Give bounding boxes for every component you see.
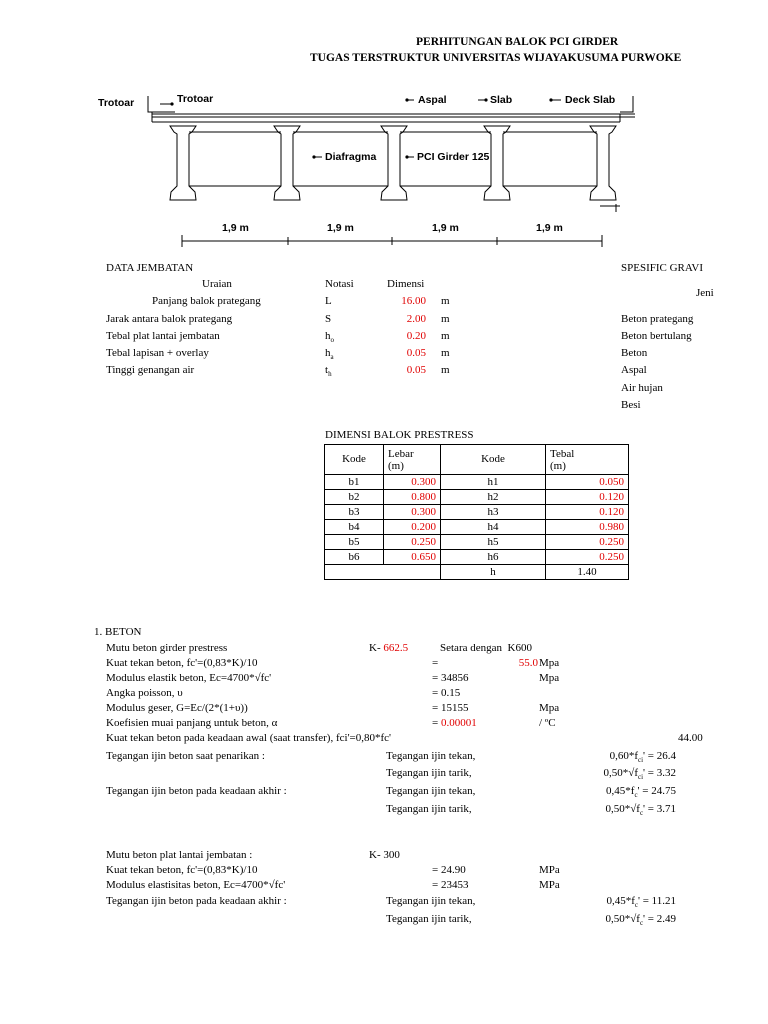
row-uraian: Panjang balok prategang: [152, 295, 261, 307]
beton-heading: 1. BETON: [94, 626, 142, 638]
table-row: [325, 520, 629, 535]
row-uraian: Tebal lapisan + overlay: [106, 347, 209, 359]
row-notasi: $h_a$: [325, 347, 334, 362]
beton-pen-tarik-value: $0,50*√f_{ci}' = 3.32$: [603, 767, 676, 782]
beton-penarikan-label: Tegangan ijin beton saat penarikan :: [106, 750, 265, 762]
beton-akhir-label: Tegangan ijin beton pada keadaan akhir :: [106, 785, 287, 797]
cell-kode2: h5: [441, 535, 546, 550]
cell-lebar: 0.800: [384, 490, 441, 505]
label-pci-girder: PCI Girder 125: [417, 151, 490, 163]
cell-tebal: 0.250: [546, 535, 629, 550]
cell-tebal: 0.120: [546, 490, 629, 505]
cell-kode: b5: [325, 535, 384, 550]
beton-alpha-label: Koefisien muai panjang untuk beton, α: [106, 717, 278, 729]
head-tebal: Tebal (m): [546, 445, 629, 475]
bridge-cross-section: [0, 0, 768, 260]
beton-fc-value: 55.0: [518, 657, 538, 669]
cell-lebar: 0.300: [384, 505, 441, 520]
beton-pen-tekan-value: $0,60*f_{ci}' = 26.4$: [609, 750, 676, 765]
span-label: 1,9 m: [536, 222, 563, 234]
span-label: 1,9 m: [432, 222, 459, 234]
beton-fc-eq: =: [432, 657, 439, 669]
row-value: 0.05: [406, 364, 426, 376]
dimensi-heading: DIMENSI BALOK PRESTRESS: [325, 429, 474, 441]
cell-total-label: h: [441, 565, 546, 580]
beton-poisson-value: = 0.15: [432, 687, 461, 699]
beton-g-unit: Mpa: [539, 702, 560, 714]
beton-akh-tekan-value: $0,45*f_c' = 24.75$: [606, 785, 676, 800]
row-notasi: S: [325, 313, 332, 325]
spesific-jeni: Jeni: [696, 287, 714, 299]
cell-lebar: 0.250: [384, 535, 441, 550]
cell-kode: b2: [325, 490, 384, 505]
beton-g-value: = 15155: [432, 702, 469, 714]
page-subtitle: TUGAS TERSTRUKTUR UNIVERSITAS WIJAYAKUSUMA PURWOKE: [310, 52, 682, 64]
plat-fc-unit: MPa: [539, 864, 560, 876]
row-unit: m: [441, 330, 450, 342]
plat-tekan-label: Tegangan ijin tekan,: [386, 895, 476, 907]
spesific-item: Beton: [621, 347, 648, 359]
cell-kode: b3: [325, 505, 384, 520]
cell-kode: b6: [325, 550, 384, 565]
row-uraian: Tebal plat lantai jembatan: [106, 330, 220, 342]
spesific-item: Aspal: [621, 364, 647, 376]
data-jembatan-heading: DATA JEMBATAN: [106, 262, 194, 274]
beton-setara: Setara dengan K600: [440, 642, 532, 654]
spesific-item: Beton prategang: [621, 313, 694, 325]
cell-lebar: 0.200: [384, 520, 441, 535]
beton-pen-tekan-label: Tegangan ijin tekan,: [386, 750, 476, 762]
plat-mutu-label: Mutu beton plat lantai jembatan :: [106, 849, 253, 861]
span-label: 1,9 m: [222, 222, 249, 234]
beton-mutu-k: K- 662.5: [369, 642, 409, 654]
col-notasi: Notasi: [325, 278, 354, 290]
cell-kode2: h1: [441, 475, 546, 490]
col-uraian: Uraian: [202, 278, 232, 290]
beton-fc-label: Kuat tekan beton, fc'=(0,83*K)/10: [106, 657, 258, 669]
beton-fc-unit: Mpa: [539, 657, 560, 669]
head-lebar: Lebar (m): [384, 445, 441, 475]
beton-alpha-unit: / ºC: [539, 717, 556, 729]
row-value: 2.00: [406, 313, 426, 325]
plat-fc-value: = 24.90: [432, 864, 466, 876]
cell-kode: b1: [325, 475, 384, 490]
beton-poisson-label: Angka poisson, υ: [106, 687, 183, 699]
cell-tebal: 0.250: [546, 550, 629, 565]
label-diafragma: Diafragma: [325, 151, 377, 163]
row-uraian: Jarak antara balok prategang: [106, 313, 233, 325]
row-uraian: Tinggi genangan air: [106, 364, 195, 376]
cell-tebal: 0.980: [546, 520, 629, 535]
label-aspal: Aspal: [418, 94, 447, 106]
cell-kode2: h2: [441, 490, 546, 505]
beton-g-label: Modulus geser, G=Ec/(2*(1+υ)): [106, 702, 248, 714]
beton-akh-tarik-value: $0,50*√f_c' = 3.71$: [605, 803, 676, 818]
table-row: [325, 475, 629, 490]
row-value: 16.00: [401, 295, 426, 307]
cell-lebar: 0.300: [384, 475, 441, 490]
cell-tebal: 0.120: [546, 505, 629, 520]
table-row: [325, 535, 629, 550]
beton-fci-value: 44.00: [678, 732, 703, 744]
cell-kode2: h4: [441, 520, 546, 535]
head-kode2: Kode: [441, 445, 546, 475]
row-unit: m: [441, 295, 450, 307]
plat-ec-label: Modulus elastisitas beton, Ec=4700*√fc': [106, 879, 286, 891]
beton-ec-label: Modulus elastik beton, Ec=4700*√fc': [106, 672, 272, 684]
label-trotoar-left: Trotoar: [98, 97, 135, 109]
plat-ec-value: = 23453: [432, 879, 469, 891]
head-kode: Kode: [325, 445, 384, 475]
cell-lebar: 0.650: [384, 550, 441, 565]
beton-ec-value: = 34856: [432, 672, 469, 684]
cell-total-value: 1.40: [546, 565, 629, 580]
beton-ec-unit: Mpa: [539, 672, 560, 684]
spesific-item: Beton bertulang: [621, 330, 692, 342]
label-trotoar: Trotoar: [177, 93, 214, 105]
beton-alpha-value: = 0.00001: [432, 717, 477, 729]
beton-pen-tarik-label: Tegangan ijin tarik,: [386, 767, 472, 779]
label-deck-slab: Deck Slab: [565, 94, 616, 106]
row-notasi: $h_o$: [325, 330, 334, 345]
spesific-item: Besi: [621, 399, 641, 411]
row-unit: m: [441, 347, 450, 359]
label-slab: Slab: [490, 94, 513, 106]
cell-kode2: h3: [441, 505, 546, 520]
row-value: 0.20: [406, 330, 426, 342]
beton-akh-tekan-label: Tegangan ijin tekan,: [386, 785, 476, 797]
table-total-row: [325, 565, 629, 580]
plat-mutu-k: K- 300: [369, 849, 400, 861]
beton-akh-tarik-label: Tegangan ijin tarik,: [386, 803, 472, 815]
table-row: [325, 505, 629, 520]
cell-kode: b4: [325, 520, 384, 535]
col-dimensi: Dimensi: [387, 278, 425, 290]
table-row: [325, 550, 629, 565]
beton-mutu-label: Mutu beton girder prestress: [106, 642, 228, 654]
row-notasi: $t_h$: [325, 364, 332, 379]
plat-ec-unit: MPa: [539, 879, 560, 891]
page-title: PERHITUNGAN BALOK PCI GIRDER: [416, 36, 619, 48]
row-notasi: L: [325, 295, 332, 307]
spesific-heading: SPESIFIC GRAVI: [621, 262, 704, 274]
dimensi-table: [324, 444, 629, 580]
cell-tebal: 0.050: [546, 475, 629, 490]
table-row: [325, 490, 629, 505]
beton-fci-label: Kuat tekan beton pada keadaan awal (saat transfer), fci'=0,80*fc': [106, 732, 392, 744]
spesific-item: Air hujan: [621, 382, 663, 394]
row-unit: m: [441, 313, 450, 325]
plat-tekan-value: $0,45*f_c' = 11.21$: [606, 895, 676, 910]
plat-fc-label: Kuat tekan beton, fc'=(0,83*K)/10: [106, 864, 258, 876]
row-unit: m: [441, 364, 450, 376]
plat-tarik-value: $0,50*√f_c' = 2.49$: [605, 913, 676, 928]
cell-kode2: h6: [441, 550, 546, 565]
span-label: 1,9 m: [327, 222, 354, 234]
row-value: 0.05: [406, 347, 426, 359]
plat-akhir-label: Tegangan ijin beton pada keadaan akhir :: [106, 895, 287, 907]
plat-tarik-label: Tegangan ijin tarik,: [386, 913, 472, 925]
